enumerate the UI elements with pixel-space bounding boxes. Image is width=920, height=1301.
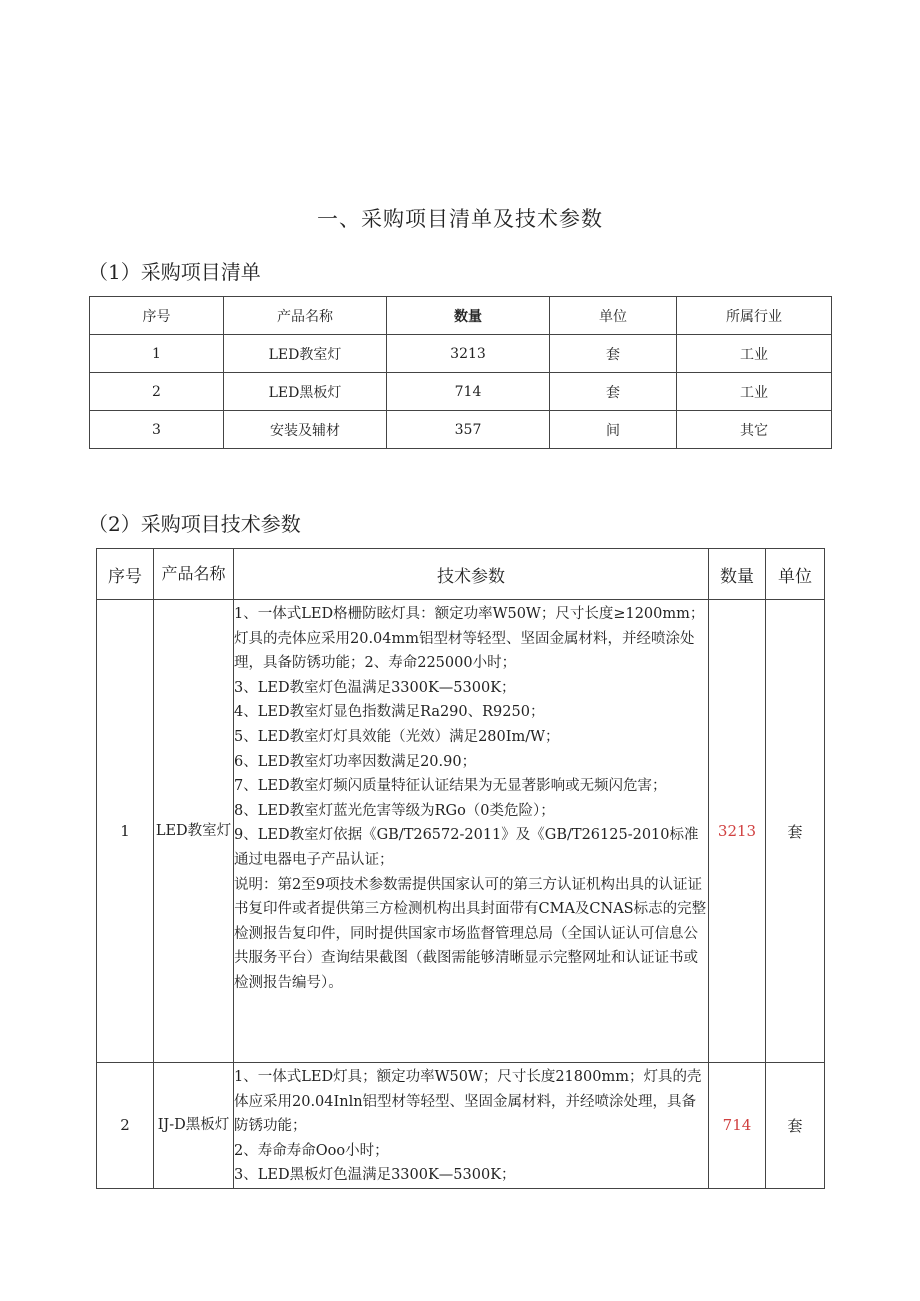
param-line: 3、LED黑板灯色温满足3300K—5300K；	[234, 1167, 516, 1184]
table-row	[90, 411, 832, 449]
param-line: 1、一体式LED灯具；额定功率W50W；尺寸长度21800mm；灯具的壳体应采用20.04Inln铝型材等轻型、坚固金属材料，并经喷涂处理，具备防锈功能；	[234, 1069, 702, 1135]
param-line: 8、LED教室灯蓝光危害等级为RGo（0类危险）；	[234, 802, 555, 819]
cell-no: 1	[97, 600, 154, 1063]
column-header-unit: 单位	[766, 549, 825, 600]
cell-qty: 357	[387, 411, 550, 449]
column-header-name: 产品名称	[224, 297, 387, 335]
table-row	[90, 335, 832, 373]
cell-industry: 其它	[677, 411, 832, 449]
cell-params	[234, 600, 709, 1063]
cell-qty: 714	[387, 373, 550, 411]
param-line: 9、LED教室灯依据《GB/T26572-2011》及《GB/T26125-2010标准通过电器电子产品认证；	[234, 827, 699, 868]
column-header-name: 产品名称	[154, 549, 234, 600]
cell-unit: 套	[550, 373, 677, 411]
column-header-params: 技术参数	[234, 549, 709, 600]
table-row	[97, 600, 825, 1063]
column-header-no: 序号	[97, 549, 154, 600]
column-header-no: 序号	[90, 297, 224, 335]
param-line: 5、LED教室灯灯具效能（光效）满足280Im/W；	[234, 728, 560, 745]
param-line: 6、LED教室灯功率因数满足20.90；	[234, 753, 477, 770]
cell-name: LED教室灯	[154, 600, 234, 1063]
param-line: 4、LED教室灯显色指数满足Ra290、R9250；	[234, 704, 545, 721]
section-heading-list: （1）采购项目清单	[88, 260, 261, 284]
param-line: 2、寿命寿命Ooo小时；	[234, 1142, 389, 1159]
param-line: 3、LED教室灯色温满足3300K—5300K；	[234, 679, 516, 696]
cell-name: IJ-D黑板灯	[154, 1063, 234, 1189]
column-header-qty: 数量	[709, 549, 766, 600]
column-header-unit: 单位	[550, 297, 677, 335]
table-row	[97, 1063, 825, 1189]
cell-unit: 套	[766, 600, 825, 1063]
param-line: 7、LED教室灯频闪质量特征认证结果为无显著影响或无频闪危害；	[234, 778, 667, 795]
cell-industry: 工业	[677, 335, 832, 373]
cell-name: LED黑板灯	[224, 373, 387, 411]
technical-parameters-table	[96, 548, 825, 1189]
table-row	[90, 373, 832, 411]
section-heading-specs: （2）采购项目技术参数	[88, 512, 301, 536]
cell-industry: 工业	[677, 373, 832, 411]
cell-qty: 714	[709, 1063, 766, 1189]
cell-unit: 间	[550, 411, 677, 449]
cell-no: 2	[90, 373, 224, 411]
cell-unit: 套	[550, 335, 677, 373]
table-header-row	[90, 297, 832, 335]
table-header-row	[97, 549, 825, 600]
cell-unit: 套	[766, 1063, 825, 1189]
cell-qty: 3213	[709, 600, 766, 1063]
procurement-list-table	[89, 296, 832, 449]
param-line: 1、一体式LED格栅防眩灯具：额定功率W50W；尺寸长度≥1200mm；灯具的壳体应采用20.04mm铝型材等轻型、坚固金属材料，并经喷涂处理，具备防锈功能；2、寿命225000小时；	[234, 606, 705, 672]
param-line: 说明：第2至9项技术参数需提供国家认可的第三方认证机构出具的认证证书复印件或者提供第三方检测机构出具封面带有CMA及CNAS标志的完整检测报告复印件，同时提供国家市场监督管理总局（全国认证认可信息公共服务平台）查询结果截图（截图需能够清晰显示完整网址和认证证书或检测报告编号）。	[234, 876, 707, 991]
cell-params	[234, 1063, 709, 1189]
cell-name: 安装及辅材	[224, 411, 387, 449]
cell-qty: 3213	[387, 335, 550, 373]
column-header-qty: 数量	[387, 297, 550, 335]
cell-name: LED教室灯	[224, 335, 387, 373]
page-title: 一、采购项目清单及技术参数	[317, 207, 603, 231]
cell-no: 2	[97, 1063, 154, 1189]
cell-no: 1	[90, 335, 224, 373]
cell-no: 3	[90, 411, 224, 449]
column-header-industry: 所属行业	[677, 297, 832, 335]
